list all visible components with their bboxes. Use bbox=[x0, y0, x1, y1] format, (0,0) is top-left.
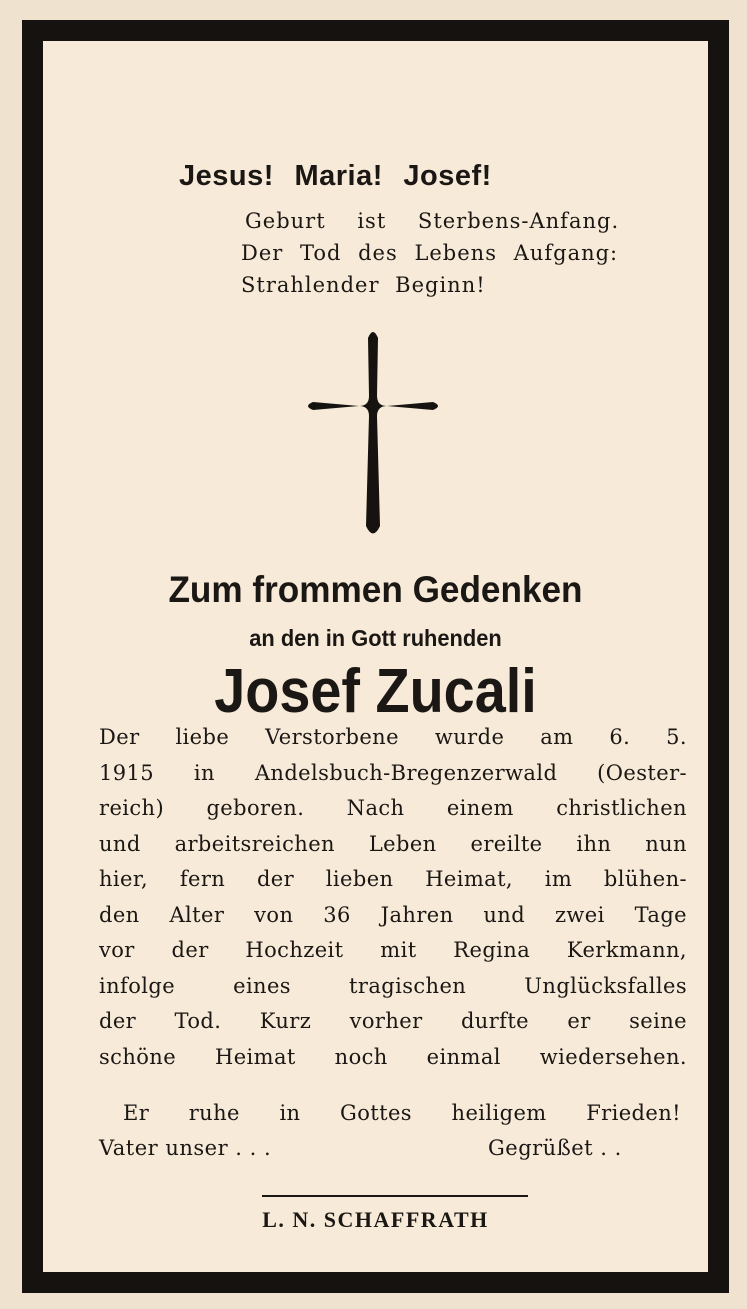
memorial-title: Zum frommen Gedenken bbox=[168, 569, 583, 610]
biography-line: infolge eines tragischen Unglücksfalles bbox=[99, 973, 687, 998]
blessing-line: Er ruhe in Gottes heiligem Frieden! bbox=[123, 1101, 681, 1125]
cross-icon bbox=[303, 326, 443, 541]
biography-line: und arbeitsreichen Leben ereilte ihn nun bbox=[99, 831, 687, 856]
divider-rule bbox=[262, 1195, 528, 1197]
verse-line: Der Tod des Lebens Aufgang: bbox=[241, 241, 619, 265]
deceased-name: Josef Zucali bbox=[214, 657, 537, 726]
card-paper bbox=[43, 41, 708, 1272]
biography-line: 1915 in Andelsbuch-Bregenzerwald (Oester- bbox=[99, 760, 687, 785]
biography-line: vor der Hochzeit mit Regina Kerkmann, bbox=[99, 938, 687, 962]
biography-line: den Alter von 36 Jahren und zwei Tage bbox=[99, 902, 687, 927]
verse-line: Strahlender Beginn! bbox=[241, 273, 486, 297]
biography-paragraph bbox=[99, 720, 687, 1075]
verse-line: Geburt ist Sterbens-Anfang. bbox=[245, 209, 620, 233]
biography-line: Der liebe Verstorbene wurde am 6. 5. bbox=[99, 725, 687, 749]
prayer-our-father: Vater unser . . . bbox=[99, 1136, 272, 1160]
memorial-subtitle: an den in Gott ruhenden bbox=[249, 625, 502, 651]
biography-line: der Tod. Kurz vorher durfte er seine bbox=[99, 1009, 687, 1033]
prayer-hail-mary: Gegrüßet . . bbox=[488, 1136, 622, 1160]
biography-line: hier, fern der lieben Heimat, im blühen- bbox=[99, 867, 687, 891]
printer-imprint: L. N. SCHAFFRATH bbox=[262, 1207, 489, 1232]
biography-line: schöne Heimat noch einmal wiedersehen. bbox=[99, 1044, 687, 1069]
biography-line: reich) geboren. Nach einem christlichen bbox=[99, 796, 687, 820]
memorial-card bbox=[22, 20, 729, 1293]
motto-heading: Jesus! Maria! Josef! bbox=[179, 160, 492, 192]
